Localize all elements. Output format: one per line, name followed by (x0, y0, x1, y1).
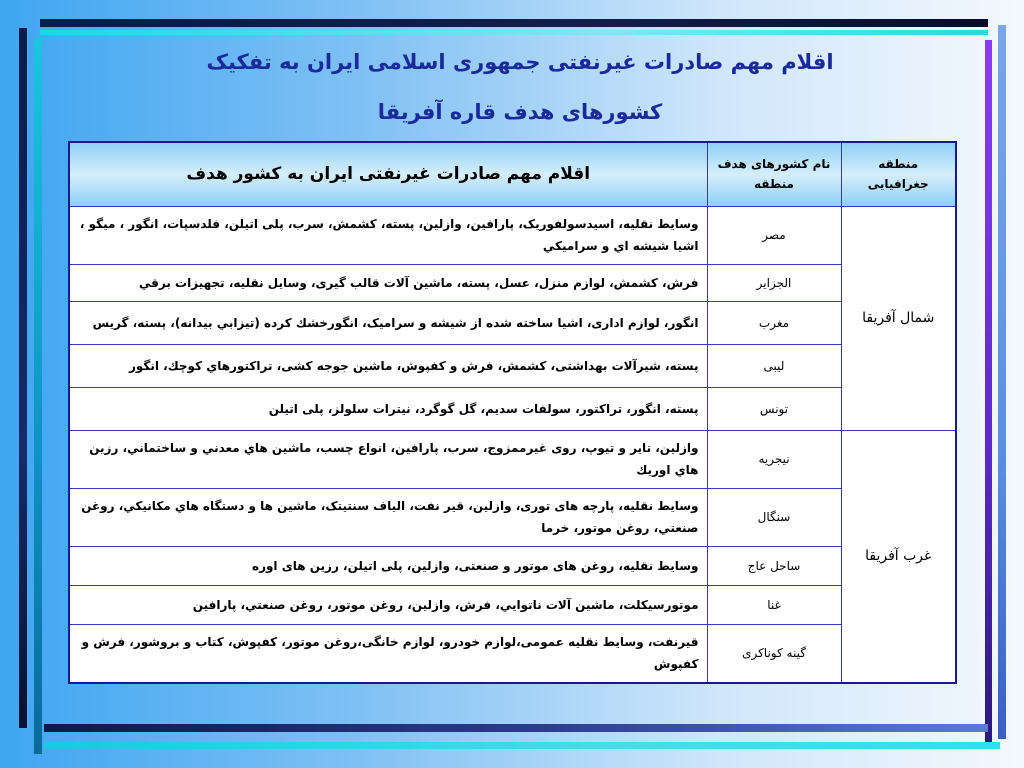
items-cell: انگور، لوازم اداری، اشيا ساخته شده از شيشه و سراميک، انگورخشك كرده (تيزابي بيدانه)، پسته، گريس (69, 301, 707, 344)
exports-table (68, 141, 957, 684)
table-row (69, 387, 956, 430)
items-cell: پسته، شيرآلات بهداشتی، کشمش، فرش و کفپوش، ماشين جوجه کشی، تراكتورهاي كوچك، انگور (69, 344, 707, 387)
slide-title-line2: کشورهای هدف قاره آفریقا (377, 100, 663, 124)
frame-bar-left-dark (19, 28, 27, 728)
table-row (69, 264, 956, 301)
country-cell: لیبی (707, 344, 841, 387)
country-cell: تونس (707, 387, 841, 430)
country-cell: گینه کوناکری (707, 624, 841, 683)
frame-bar-top-dark (40, 19, 988, 27)
items-cell: موتورسيكلت، ماشين آلات ناتوايي، فرش، وازلين، روغن موتور، روغن صنعتي، پارافين (69, 585, 707, 624)
table-row (69, 430, 956, 488)
country-cell: نیجریه (707, 430, 841, 488)
table-row (69, 585, 956, 624)
frame-bar-right-purple (985, 40, 992, 742)
table-row (69, 546, 956, 585)
header-items: اقلام مهم صادرات غیرنفتی ایران به کشور هدف (69, 142, 707, 206)
frame-bar-top-cyan (40, 30, 988, 35)
items-cell: فرش، کشمش، لوازم منزل، عسل، پسته، ماشین آلات قالب گیری، وسايل نقليه، تجهيزات برقي (69, 264, 707, 301)
frame-bar-bottom-cyan (44, 742, 1000, 749)
frame-bar-bottom-dark (44, 724, 988, 732)
country-cell: مصر (707, 206, 841, 264)
items-cell: وازلين، تاير و تيوپ، روی غيرممزوج، سرب، پارافين، انواع چسب، ماشين هاي معدني و ساختماني، رزين هاي اوريك (69, 430, 707, 488)
table-row (69, 344, 956, 387)
items-cell: پسته، انگور، تراکتور، سولفات سديم، گل گوگرد، نيترات سلولز، پلی اتيلن (69, 387, 707, 430)
table-row (69, 206, 956, 264)
region-cell: شمال آفریقا (841, 206, 956, 430)
country-cell: مغرب (707, 301, 841, 344)
table-row (69, 624, 956, 683)
country-cell: غنا (707, 585, 841, 624)
table-row (69, 488, 956, 546)
header-region: منطقه جغرافیایی (841, 142, 956, 206)
slide-title-line1: اقلام مهم صادرات غیرنفتی جمهوری اسلامی ایران به تفکیک (206, 50, 834, 74)
frame-bar-left-cyan (34, 38, 42, 754)
items-cell: وسايط نقليه، روغن های موتور و صنعتی، وازلين، پلی اتيلن، رزين های اوره (69, 546, 707, 585)
country-cell: الجزاير (707, 264, 841, 301)
table-row (69, 301, 956, 344)
country-cell: سنگال (707, 488, 841, 546)
items-cell: وسايط نقليه، اسيدسولفوريک، پارافين، وازلين، پسته، کشمش، سرب، پلی اتيلن، فلدسپات، انگور ، ميگو ، اشيا شيشه اي و سراميكي (69, 206, 707, 264)
frame-bar-right-blue (998, 25, 1006, 739)
table-header-row (69, 142, 956, 206)
country-cell: ساحل عاج (707, 546, 841, 585)
items-cell: قیرنفت، وسایط نقلیه عمومی،لوازم خودرو، لوازم خانگی،روغن موتور، کفپوش، کتاب و بروشور، فرش و کفپوش (69, 624, 707, 683)
items-cell: وسايط نقليه، پارچه های توری، وازلين، قیر نفت، الياف سنتيتک، ماشين ها و دستگاه هاي مكانيكي، روغن صنعتي، روغن موتور، خرما (69, 488, 707, 546)
header-country: نام کشورهای هدف منطقه (707, 142, 841, 206)
region-cell: غرب آفریقا (841, 430, 956, 683)
